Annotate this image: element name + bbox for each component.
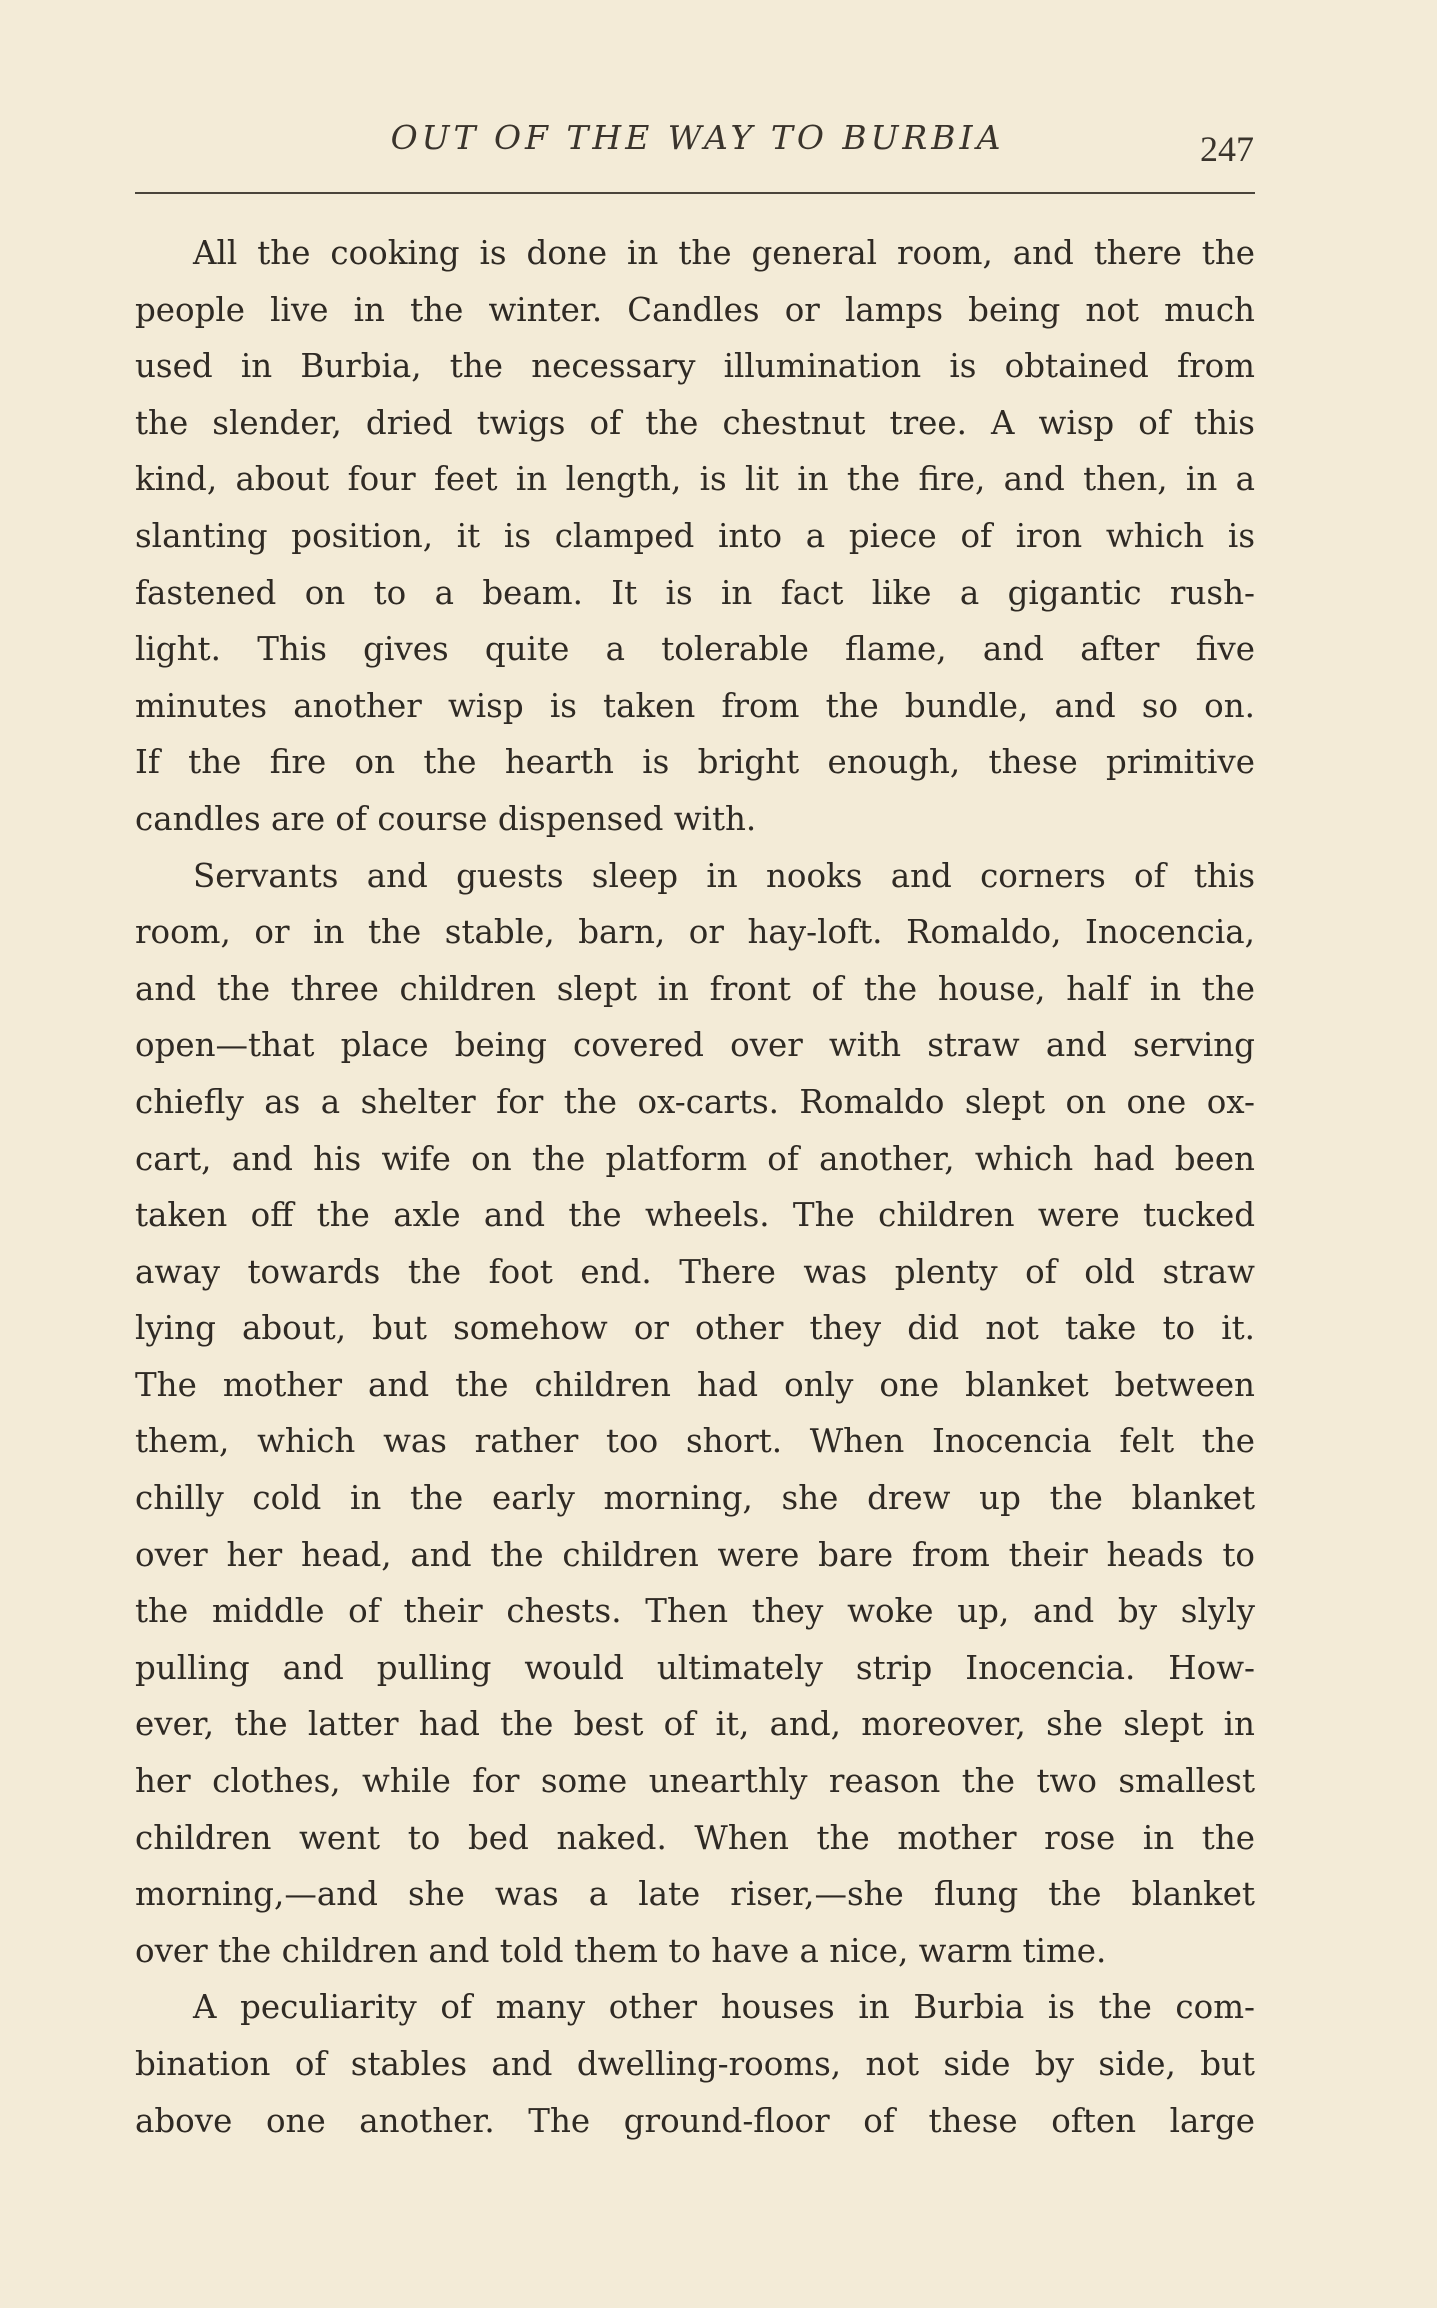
text-line: morning,—and she was a late riser,—she flung the blanket: [135, 1875, 1255, 1914]
text-line: lying about, but somehow or other they did not take to it.: [135, 1309, 1255, 1348]
text-line: the middle of their chests. Then they woke up, and by slyly: [135, 1592, 1255, 1631]
text-line: The mother and the children had only one blanket between: [135, 1365, 1255, 1404]
header-rule: [135, 192, 1255, 194]
text-line: candles are of course dispensed with.: [135, 799, 757, 838]
text-line: minutes another wisp is taken from the bundle, and so on.: [135, 686, 1255, 725]
text-line: over the children and told them to have a nice, warm time.: [135, 1931, 1107, 1970]
text-line: pulling and pulling would ultimately strip Inocencia. How-: [135, 1648, 1255, 1687]
text-line: slanting position, it is clamped into a piece of iron which is: [135, 516, 1255, 555]
text-line: people live in the winter. Candles or lamps being not much: [135, 290, 1255, 329]
text-line: cart, and his wife on the platform of another, which had been: [135, 1139, 1255, 1178]
text-line: room, or in the stable, barn, or hay-loft. Romaldo, Inocencia,: [135, 913, 1255, 952]
text-line: away towards the foot end. There was plenty of old straw: [135, 1252, 1255, 1291]
text-line: above one another. The ground-floor of these often large: [135, 2101, 1255, 2140]
paragraph: [135, 848, 1255, 1980]
text-line: chiefly as a shelter for the ox-carts. Romaldo slept on one ox-: [135, 1082, 1255, 1121]
text-line: them, which was rather too short. When Inocencia felt the: [135, 1422, 1255, 1461]
text-line: taken off the axle and the wheels. The children were tucked: [135, 1196, 1255, 1235]
text-line: her clothes, while for some unearthly reason the two smallest: [135, 1762, 1255, 1801]
paragraph: [135, 1979, 1255, 2149]
text-line: fastened on to a beam. It is in fact like a gigantic rush-: [135, 573, 1255, 612]
running-head: [135, 118, 1260, 178]
text-line: If the fire on the hearth is bright enough, these primitive: [135, 743, 1255, 782]
text-line: kind, about four feet in length, is lit in the fire, and then, in a: [135, 460, 1255, 499]
text-line: the slender, dried twigs of the chestnut tree. A wisp of this: [135, 403, 1255, 442]
page-number: 247: [1200, 129, 1254, 169]
paragraph: [135, 225, 1255, 848]
text-line: light. This gives quite a tolerable flame, and after five: [135, 630, 1255, 669]
text-line: All the cooking is done in the general room, and there the: [193, 234, 1255, 272]
running-title: OUT OF THE WAY TO BURBIA: [390, 118, 1005, 157]
body-text: [135, 225, 1255, 2149]
text-line: ever, the latter had the best of it, and, moreover, she slept in: [135, 1705, 1255, 1744]
text-line: children went to bed naked. When the mother rose in the: [135, 1818, 1255, 1857]
text-line: bination of stables and dwelling-rooms, not side by side, but: [135, 2045, 1255, 2083]
text-line: and the three children slept in front of the house, half in the: [135, 969, 1255, 1008]
text-line: over her head, and the children were bare from their heads to: [135, 1535, 1255, 1574]
text-line: used in Burbia, the necessary illumination is obtained from: [135, 347, 1255, 386]
text-line: A peculiarity of many other houses in Burbia is the com-: [193, 1988, 1255, 2027]
text-line: chilly cold in the early morning, she drew up the blanket: [135, 1479, 1255, 1518]
text-line: Servants and guests sleep in nooks and corners of this: [193, 856, 1255, 895]
text-line: open—that place being covered over with straw and serving: [135, 1026, 1255, 1065]
